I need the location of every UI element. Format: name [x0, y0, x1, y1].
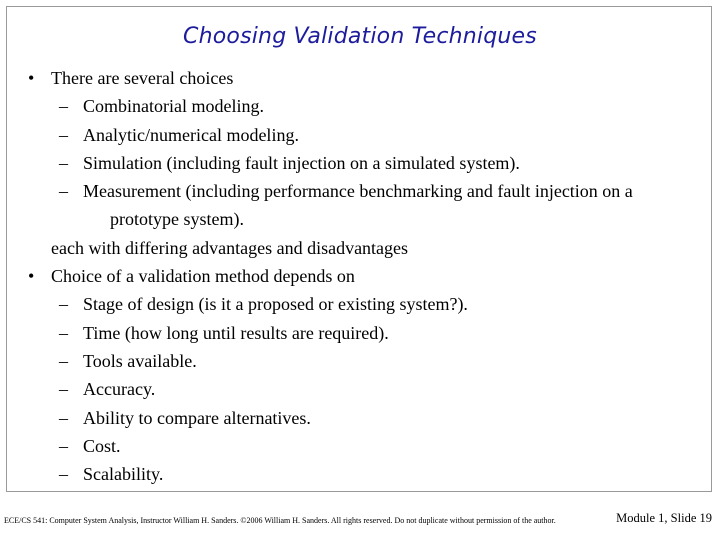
sub-item-text [83, 177, 633, 205]
dash-icon: – [59, 407, 68, 428]
sub-item-text-line1: Measurement (including performance benchmarking and fault injection on a [83, 181, 633, 202]
dash-icon: – [59, 96, 68, 117]
dash-icon: – [59, 379, 68, 400]
dash-icon: – [59, 464, 68, 485]
dash-icon: – [59, 322, 68, 343]
dash-icon: – [59, 294, 68, 315]
trailing-text-content: each with differing advantages and disadvantages [51, 237, 409, 258]
sub-item-text: Time (how long until results are required). [83, 322, 389, 343]
sub-item-text: Scalability. [83, 464, 164, 485]
bullet-text: Choice of a validation method depends on [51, 266, 355, 287]
dash-icon: – [59, 152, 68, 173]
sub-item [28, 432, 708, 460]
sub-item [28, 290, 708, 318]
sub-item-text-line2: prototype system). [110, 209, 244, 230]
trailing-text [28, 234, 708, 262]
sub-item [28, 177, 708, 234]
bullet-icon: • [28, 68, 35, 88]
dash-icon: – [59, 181, 68, 202]
bullet-text: There are several choices [51, 68, 234, 88]
footer-copyright: ECE/CS 541: Computer System Analysis, Instructor William H. Sanders. ©2006 William H. Sanders. All rights reserved. Do not duplicate without permission of the author. [4, 516, 556, 525]
sub-item-text: Ability to compare alternatives. [83, 407, 311, 428]
sub-item-text: Stage of design (is it a proposed or existing system?). [83, 294, 468, 315]
sub-item [28, 460, 708, 488]
sub-item-text: Analytic/numerical modeling. [83, 124, 299, 145]
sub-item [28, 404, 708, 432]
bullet-item [28, 64, 708, 92]
slide-content [28, 64, 708, 488]
bullet-item [28, 262, 708, 290]
dash-icon: – [59, 435, 68, 456]
sub-item-text: Combinatorial modeling. [83, 96, 264, 117]
sub-item-text: Simulation (including fault injection on a simulated system). [83, 152, 520, 173]
sub-item [28, 121, 708, 149]
sub-item-text: Tools available. [83, 350, 197, 371]
sub-item-text: Accuracy. [83, 379, 156, 400]
dash-icon: – [59, 124, 68, 145]
footer-slide-number: Module 1, Slide 19 [616, 511, 712, 525]
sub-item [28, 149, 708, 177]
sub-item-text: Cost. [83, 435, 121, 456]
sub-item [28, 375, 708, 403]
slide-title: Choosing Validation Techniques [183, 24, 537, 49]
bullet-icon: • [28, 266, 35, 287]
sub-item [28, 347, 708, 375]
sub-item [28, 319, 708, 347]
sub-item [28, 92, 708, 120]
dash-icon: – [59, 350, 68, 371]
